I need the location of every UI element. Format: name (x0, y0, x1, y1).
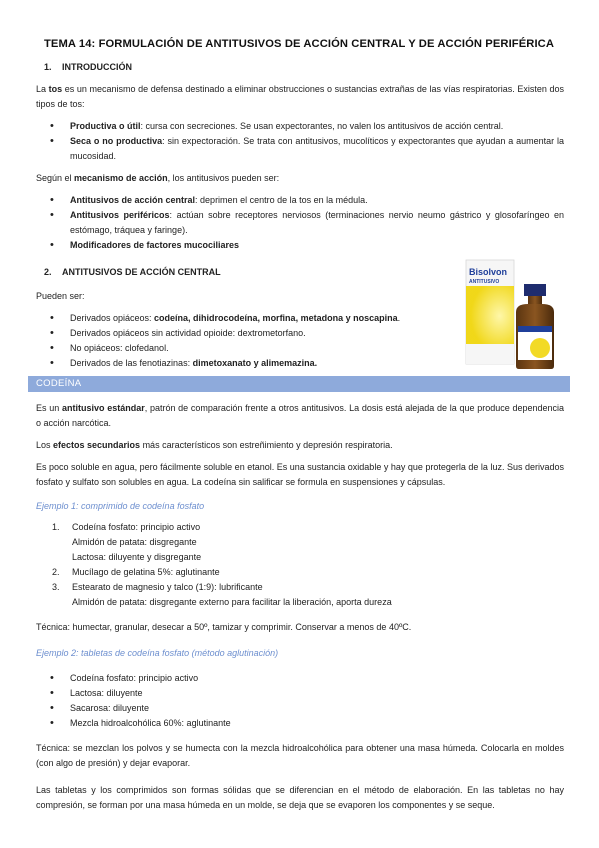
section-number: 1. (44, 62, 52, 72)
text: Mucílago de gelatina 5%: aglutinante (72, 567, 220, 577)
intro-paragraph (36, 82, 564, 112)
list-item (36, 341, 456, 356)
text: Estearato de magnesio y talco (1:9): lubrificante (72, 582, 263, 592)
band-label: CODEÍNA (36, 378, 82, 389)
text: Derivados de las fenotiazinas: (70, 358, 193, 368)
bold-term: mecanismo de acción (74, 173, 168, 183)
list-item: • Codeína fosfato: principio activo (36, 671, 564, 686)
pueden-ser-label: Pueden ser: (36, 291, 85, 301)
example-2-title: Ejemplo 2: tabletas de codeína fosfato (método aglutinación) (36, 648, 279, 658)
section-number: 2. (44, 267, 52, 277)
codeina-paragraph-3: Es poco soluble en agua, pero fácilmente soluble en etanol. Es una sustancia oxidable y hay que protegerla de la luz. Sus derivados fosfato y sulfato son solubles en agua. La codeína sin salificar se formula en suspensiones y cápsulas. (36, 462, 564, 487)
text: Derivados opiáceos sin actividad opioide: dextrometorfano. (70, 328, 306, 338)
bold-term: dimetoxanato y alimemazina. (192, 358, 318, 368)
bold-term: Modificadores de factores mucociliares (70, 240, 240, 250)
bold-term: tos (48, 84, 63, 94)
text: : cursa con secreciones. Se usan expectorantes, no valen los antitusivos de acción central. (140, 121, 504, 131)
text: Almidón de patata: disgregante (72, 537, 197, 547)
bold-term: antitusivo estándar (61, 403, 145, 413)
bold-term: codeína, dihidrocodeína, morfina, metadona y noscapina (154, 313, 398, 323)
text: Derivados opiáceos: (70, 313, 155, 323)
bold-term: Productiva o útil (70, 121, 141, 131)
item-number: 3. (52, 582, 60, 592)
bold-term: Antitusivos periféricos (70, 210, 170, 220)
list-item (36, 119, 564, 134)
tecnica-1: Técnica: humectar, granular, desecar a 50º, tamizar y comprimir. Conservar a menos de 40ºC. (36, 622, 412, 632)
section-heading-central (44, 267, 221, 277)
list-item (52, 580, 552, 610)
text: Los (36, 440, 54, 450)
text: Según el (36, 173, 75, 183)
tecnica-2: Técnica: se mezclan los polvos y se humecta con la mezcla hidroalcohólica para obtener una masa húmeda. Colocarla en moldes (con algo de presión) y dejar evaporar. (36, 743, 564, 768)
list-item (36, 326, 456, 341)
list-item (36, 208, 564, 238)
section-title: ANTITUSIVOS DE ACCIÓN CENTRAL (62, 267, 221, 277)
list-item: • Lactosa: diluyente (36, 686, 564, 701)
bold-term: Seca o no productiva (70, 136, 163, 146)
section-band-codeina (28, 376, 570, 392)
example-1-title: Ejemplo 1: comprimido de codeína fosfato (36, 501, 205, 511)
product-brand: Bisolvon (469, 267, 508, 277)
item-number: 2. (52, 567, 60, 577)
list-item (36, 356, 456, 371)
list-item (36, 193, 564, 208)
document-title: TEMA 14: FORMULACIÓN DE ANTITUSIVOS DE ACCIÓN CENTRAL Y DE ACCIÓN PERIFÉRICA (44, 38, 555, 50)
product-subtitle: ANTITUSIVO (469, 279, 500, 285)
text: . (397, 313, 401, 323)
section-title: INTRODUCCIÓN (62, 62, 132, 72)
section-heading-introduccion (44, 62, 132, 72)
list-item (36, 311, 456, 326)
text: Lactosa: diluyente y disgregante (72, 552, 202, 562)
item-number: 1. (52, 522, 60, 532)
list-item (36, 134, 564, 164)
text: es un mecanismo de defensa destinado a eliminar obstrucciones o sustancias extrañas de las vías respiratorias. Existen dos tipos de tos: (36, 84, 565, 109)
text: No opiáceos: clofedanol. (70, 343, 169, 353)
text: , los antitusivos pueden ser: (167, 173, 280, 183)
list-item: • Mezcla hidroalcohólica 60%: aglutinante (36, 716, 564, 731)
list-item (52, 520, 552, 565)
bold-term: Antitusivos de acción central (70, 195, 196, 205)
mechanism-paragraph (36, 171, 564, 186)
text: Codeína fosfato: principio activo (72, 522, 201, 532)
list-item: • Sacarosa: diluyente (36, 701, 564, 716)
text: : sin expectoración. Se trata con antitusivos, mucolíticos y expectorantes que ayudan a aumentar la mucosidad. (70, 136, 564, 161)
text: La (36, 84, 49, 94)
bold-term: efectos secundarios (53, 440, 141, 450)
text: Almidón de patata: disgregante externo para facilitar la liberación, aporta dureza (72, 597, 392, 607)
text: : actúan sobre receptores nerviosos (terminaciones nervio neumo gástrico y glosofaríngeo en estómago, tráquea y faringe). (70, 210, 564, 235)
list-item (52, 565, 552, 580)
codeina-paragraph-2 (36, 438, 564, 453)
text: : deprimen el centro de la tos en la médula. (195, 195, 368, 205)
example-1-list (52, 520, 552, 610)
text: , patrón de comparación frente a otros antitusivos. La dosis está alejada de la que produce dependencia o acción narcótica. (36, 403, 565, 428)
tos-types-list (36, 119, 564, 164)
central-antitussives-list (36, 311, 456, 371)
list-item (36, 238, 564, 253)
final-paragraph: Las tabletas y los comprimidos son formas sólidas que se diferencian en el método de elaboración. En las tabletas no hay compresión, se forman por una masa húmeda en un molde, se deja que se evaporen los componentes y se seque. (36, 785, 564, 810)
bisolvon-product-image (462, 256, 566, 372)
text: más característicos son estreñimiento y depresión respiratoria. (140, 440, 393, 450)
example-2-list (36, 671, 564, 731)
mechanism-list (36, 193, 564, 253)
codeina-paragraph-1 (36, 401, 564, 431)
text: Es un (36, 403, 62, 413)
